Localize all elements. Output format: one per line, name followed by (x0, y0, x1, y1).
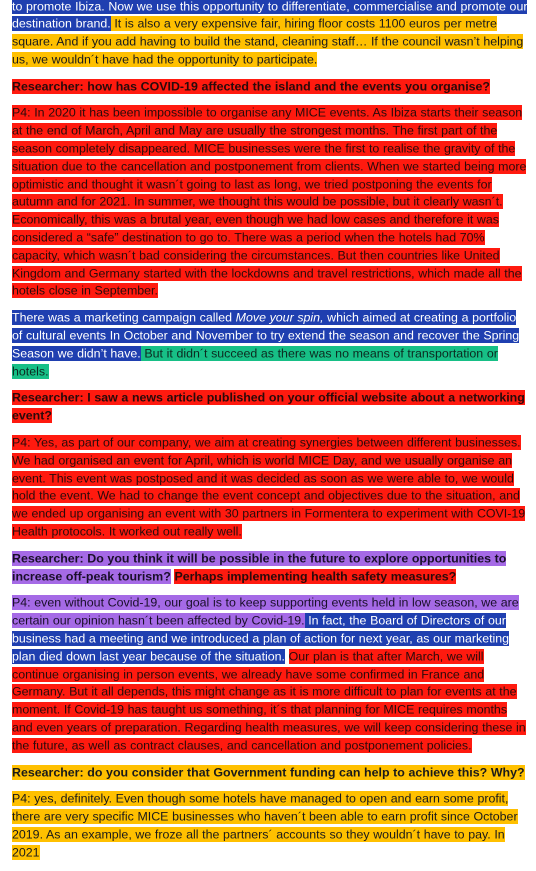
highlight-yellow: P4: yes, definitely. Even though some hotels have managed to open and earn some profit, there are very specific MICE businesses who haven´t been able to earn profit since October 2019. As an example, we froze all the partners´ accounts so they wouldn´t have to pay. In 2021 (12, 791, 518, 860)
highlight-yellow: It is also a very expensive fair, hiring floor costs 1100 euros per metre square. And if you add having to build the stand, cleaning staff… If the council wasn’t helping us, we wouldn´t have had the opportunity to participate. (12, 16, 524, 67)
researcher-question (12, 390, 528, 426)
interview-answer (12, 435, 528, 542)
highlight-yellow: Researcher: do you consider that Government funding can help to achieve this? Why? (12, 765, 525, 780)
interview-answer (12, 105, 528, 301)
highlight-blue: There was a marketing campaign called (12, 310, 236, 325)
interview-answer (12, 0, 528, 69)
highlight-blue: which aimed at creating a portfolio of cultural events In October and November to try extend the season and recover the Spring Season we didn’t have. (12, 310, 520, 361)
highlight-violet: Researcher: Do you think it will be possible in the future to explore opportunities to increase off-peak tourism? (12, 551, 507, 584)
researcher-question (12, 764, 528, 782)
highlight-red: P4: In 2020 it has been impossible to organise any MICE events. As Ibiza starts their season at the end of March, April and May are usually the strongest months. The first part of the season completely disappeared. MICE businesses were the first to realise the gravity of the situation due to the cancellation and postponement from clients. When we started being more optimistic and thought it wasn´t going to last as long, we tried postponing the events for autumn and for 2021. In summer, we thought this would be possible, but it clearly wasn´t. Economically, this was a brutal year, even though we had low cases and therefore it was considered a “safe” destination to go to. There was a period when the hotels had 70% capacity, which wasn´t bad considering the circumstances. But then countries like United Kingdom and Germany started with the lockdowns and travel restrictions, which made all the hotels close in September. (12, 105, 527, 298)
highlight-blue: In fact, the Board of Directors of our business had a meeting and we introduced a plan of action for next year, as our marketing plan died down last year because of the situation. (12, 613, 510, 664)
researcher-question (12, 78, 528, 96)
interview-answer (12, 310, 528, 381)
highlight-red: Researcher: I saw a news article published on your official website about a networking event? (12, 390, 525, 423)
highlight-violet: P4: even without Covid-19, our goal is to keep supporting events held in low season, we are certain our opinion hasn´t been affected by Covid-19. (12, 595, 519, 628)
highlight-red: Researcher: how has COVID-19 affected the island and the events you organise? (12, 79, 490, 94)
highlight-red: Our plan is that after March, we will continue organising in person events, we already have some confirmed in France and Germany. But it all depends, this might change as it is more difficult to plan for events at the moment. If Covid-19 has taught us something, it´s that planning for MICE requires months and even years of preparation. Regarding health measures, we will keep considering these in the future, as well as contract clauses, and cancellation and postponement policies. (12, 649, 526, 753)
interview-answer (12, 595, 528, 755)
document-page (12, 0, 528, 871)
highlight-teal: But it didn´t succeed as there was no means of transportation or hotels. (12, 346, 498, 379)
interview-answer (12, 791, 528, 862)
highlight-blue: Move your spin, (235, 310, 324, 325)
researcher-question (12, 550, 528, 586)
highlight-red: P4: Yes, as part of our company, we aim at creating synergies between different businesses. We had organised an event for April, which is world MICE Day, and we usually organise an event. This event was postposed and it was decided as soon as we were able to, we would hold the event. We had to change the event concept and objectives due to the situation, and we ended up organising an event with 30 partners in Formentera to experiment with COVI-19 Health protocols. It worked out really well. (12, 435, 526, 539)
highlight-red: Perhaps implementing health safety measures? (174, 569, 457, 584)
highlight-blue: to promote Ibiza. Now we use this opportunity to differentiate, commercialise and promote our destination brand. (12, 0, 528, 31)
